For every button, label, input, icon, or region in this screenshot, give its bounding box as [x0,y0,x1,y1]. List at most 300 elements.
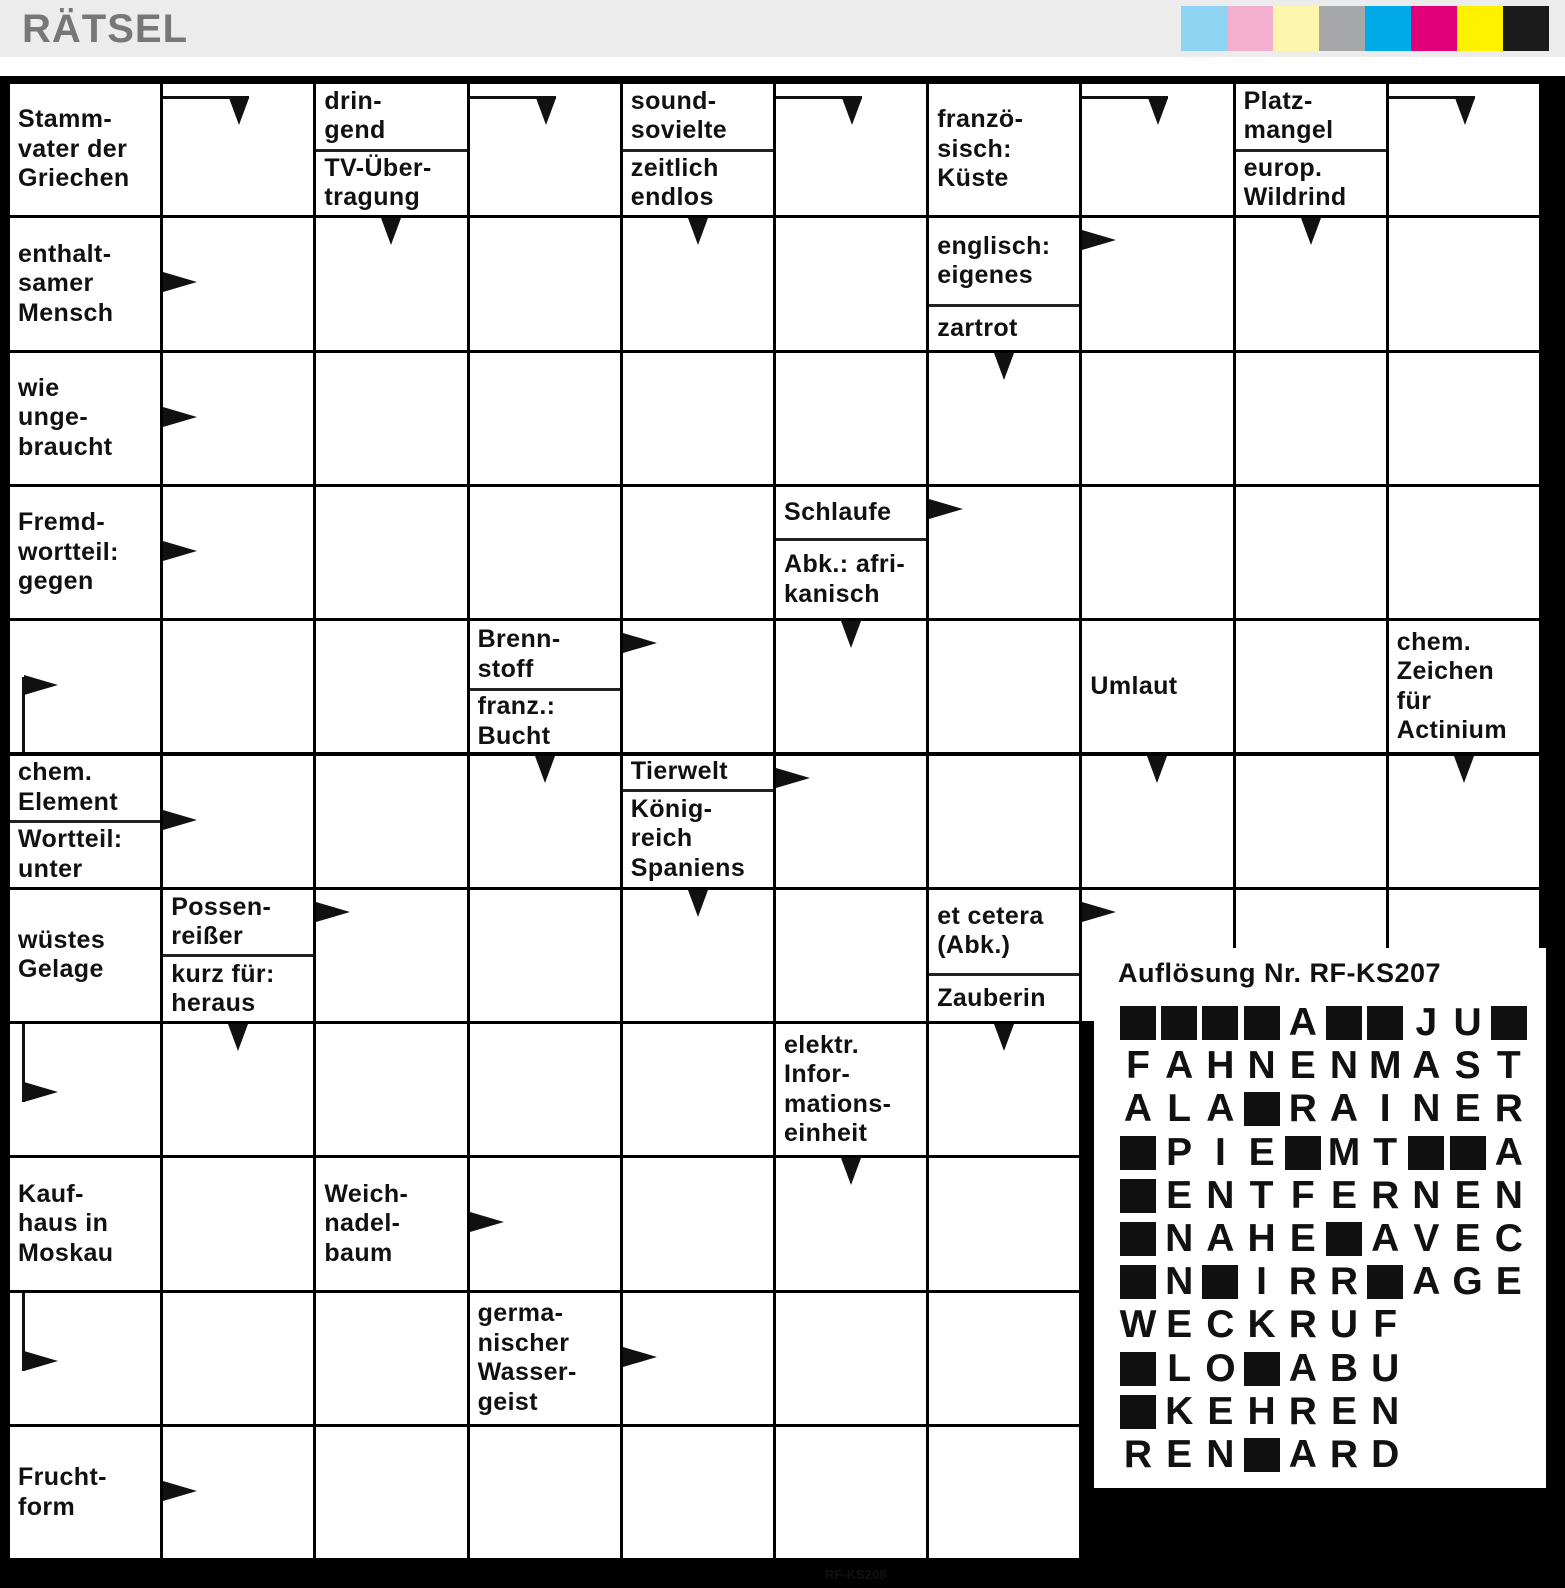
clue-text: König- reich Spaniens [630,794,746,882]
arrow-right-icon [929,499,963,519]
clue-text: enthalt- samer Mensch [18,239,114,327]
solution-letter: H [1247,1389,1276,1433]
clue-cell [929,890,1079,1021]
color-calibration-bar [1181,6,1549,51]
grid-cell[interactable] [929,1158,1079,1289]
solution-letter: N [1206,1173,1235,1217]
solution-letter: N [1494,1173,1523,1217]
arrow-down-icon [1301,218,1321,245]
arrow-right-icon [163,1481,197,1501]
clue-box [623,152,773,216]
clue-cell [776,1024,926,1155]
clue-cell [10,218,160,349]
clue-box [1389,621,1539,752]
clue-box [470,691,620,752]
clue-cell [163,890,313,1021]
solution-block [1120,1395,1156,1429]
clue-cell [623,84,773,215]
solution-block [1120,1352,1156,1386]
grid-cell[interactable] [776,218,926,349]
solution-letter: E [1289,1044,1316,1088]
clue-cell [10,84,160,215]
grid-cell[interactable] [316,1293,466,1424]
clue-text: chem. Element [18,758,119,816]
arrow-down-icon [535,756,555,783]
solution-letter: V [1413,1217,1440,1260]
clue-box [623,84,773,149]
clue-box [929,84,1079,215]
solution-block [1120,1222,1156,1256]
page-header [0,0,1565,57]
grid-cell[interactable] [470,1427,620,1558]
solution-block [1367,1265,1403,1299]
grid-cell[interactable] [10,621,160,752]
clue-cell [929,218,1079,349]
clue-box [1236,84,1386,149]
clue-box [10,353,160,484]
grid-cell[interactable] [1236,621,1386,752]
color-swatch [1319,6,1365,51]
puzzle-code: RF-KS208 [825,1567,887,1582]
grid-cell[interactable] [623,218,773,349]
grid-cell[interactable] [316,487,466,618]
color-swatch [1181,6,1227,51]
grid-cell[interactable] [1082,756,1232,887]
clue-cell [1082,621,1232,752]
arrow-down-icon [229,98,249,125]
clue-text: drin- gend [324,86,386,145]
clue-text: wüstes Gelage [18,925,106,984]
grid-cell[interactable] [1236,353,1386,484]
solution-row-text [1118,1261,1119,1262]
grid-cell[interactable] [1236,218,1386,349]
clue-cell [470,621,620,752]
clue-box [10,890,160,1021]
grid-cell[interactable] [623,1293,773,1424]
solution-letter: E [1330,1173,1357,1217]
solution-letter: U [1371,1346,1400,1390]
grid-cell[interactable] [929,621,1079,752]
solution-row-text [1118,1218,1119,1219]
solution-block [1244,1352,1280,1386]
grid-cell[interactable] [776,1293,926,1424]
grid-cell[interactable] [316,1024,466,1155]
grid-cell[interactable] [776,621,926,752]
page-title: RÄTSEL [22,7,188,51]
clue-box [163,957,313,1021]
solution-letter: A [1206,1217,1235,1260]
solution-letter: A [1288,1433,1317,1476]
clue-cell [316,84,466,215]
grid-cell[interactable] [163,756,313,887]
solution-letter: W [1119,1303,1157,1347]
grid-cell[interactable] [163,1293,313,1424]
solution-letter: R [1371,1173,1400,1217]
clue-box [623,792,773,887]
clue-box [316,152,466,216]
solution-block [1326,1222,1362,1256]
solution-letter: F [1290,1173,1315,1217]
clue-box [776,541,926,618]
solution-letter: M [1368,1044,1402,1088]
clue-text: zeitlich endlos [630,153,719,212]
solution-letter: E [1454,1217,1481,1260]
grid-cell[interactable] [776,756,926,887]
solution-letter: A [1288,1001,1317,1044]
solution-letter: R [1288,1260,1317,1304]
solution-panel [1094,948,1546,1488]
solution-letter: N [1329,1044,1359,1088]
clue-text: chem. Zeichen für Actinium [1396,627,1507,745]
arrow-right-icon [470,1212,504,1232]
arrow-down-icon [1455,98,1475,125]
clue-text: Zauberin [937,983,1046,1012]
solution-letter: R [1329,1433,1359,1476]
solution-block [1244,1006,1280,1040]
solution-block [1120,1006,1156,1040]
clue-box [776,487,926,539]
grid-cell[interactable] [163,84,313,215]
arrow-right-icon [24,1082,58,1102]
arrow-right-icon [163,272,197,292]
solution-block [1120,1179,1156,1213]
solution-letter: H [1206,1044,1235,1088]
clue-box [10,823,160,887]
arrow-right-icon [24,675,58,695]
solution-letter: D [1371,1433,1400,1476]
clue-cell [623,756,773,887]
clue-text: Wortteil: unter [18,825,123,883]
clue-text: Fremd- wortteil: gegen [18,508,119,596]
solution-letter: C [1206,1303,1235,1347]
clue-text: Weich- nadel- baum [324,1179,409,1267]
solution-block [1244,1438,1280,1472]
clue-text: englisch: eigenes [937,231,1051,290]
clue-cell [776,487,926,618]
solution-letter: E [1454,1173,1481,1217]
clue-cell [929,84,1079,215]
solution-letter: E [1330,1389,1357,1433]
clue-text: kurz für: heraus [171,959,275,1018]
color-swatch [1227,6,1273,51]
clue-cell [1236,84,1386,215]
solution-letter: K [1247,1303,1276,1347]
grid-cell[interactable] [1082,487,1232,618]
grid-cell[interactable] [776,1158,926,1289]
grid-cell[interactable] [1236,756,1386,887]
color-swatch [1411,6,1457,51]
solution-letter: L [1167,1087,1192,1131]
clue-cell [470,1293,620,1424]
grid-cell[interactable] [929,1427,1079,1558]
solution-block [1120,1265,1156,1299]
clue-box [10,1158,160,1289]
solution-letter: A [1288,1346,1317,1390]
solution-letter: J [1415,1001,1438,1044]
arrow-down-icon [842,98,862,125]
clue-text: Frucht- form [18,1463,107,1521]
solution-block [1367,1006,1403,1040]
solution-letter: E [1454,1087,1481,1131]
solution-letter: A [1371,1217,1400,1260]
grid-cell[interactable] [470,1024,620,1155]
arrow-down-icon [994,1024,1014,1051]
grid-cell[interactable] [776,84,926,215]
arrow-down-icon [1148,98,1168,125]
solution-letter: E [1207,1389,1234,1433]
grid-cell[interactable] [776,1427,926,1558]
grid-cell[interactable] [1389,756,1539,887]
grid-cell[interactable] [929,353,1079,484]
solution-letter: I [1379,1087,1391,1131]
grid-cell[interactable] [163,353,313,484]
grid-cell[interactable] [163,1158,313,1289]
arrow-right-icon [24,1351,58,1371]
grid-cell[interactable] [316,1427,466,1558]
arrow-right-icon [623,633,657,653]
grid-cell[interactable] [316,756,466,887]
solution-letter: F [1373,1303,1398,1347]
grid-cell[interactable] [1082,218,1232,349]
grid-cell[interactable] [316,353,466,484]
clue-text: Brenn- stoff [477,625,561,683]
solution-letter: B [1329,1346,1359,1390]
solution-row-text [1118,1132,1119,1133]
solution-block [1285,1136,1321,1170]
solution-block [1326,1006,1362,1040]
solution-letter: G [1452,1260,1483,1304]
solution-letter: R [1288,1303,1317,1347]
clue-box [10,487,160,618]
solution-letter: S [1454,1044,1481,1088]
solution-letter: E [1289,1217,1316,1260]
solution-letter: R [1288,1087,1317,1131]
solution-row-text [1118,1175,1119,1176]
clue-box [929,218,1079,304]
grid-cell[interactable] [1389,218,1539,349]
grid-cell[interactable] [163,1427,313,1558]
solution-letter: A [1494,1130,1523,1174]
grid-cell[interactable] [623,621,773,752]
solution-letter: M [1327,1130,1361,1174]
solution-letter: A [1329,1087,1359,1131]
clue-text: elektr. Infor- mations- einheit [784,1030,892,1148]
clue-cell [10,353,160,484]
arrow-down-icon [536,98,556,125]
grid-cell[interactable] [163,218,313,349]
clue-box [316,84,466,149]
grid-cell[interactable] [623,1427,773,1558]
arrow-right-icon [163,541,197,561]
grid-cell[interactable] [776,890,926,1021]
solution-letter: N [1247,1044,1276,1088]
clue-cell [10,1427,160,1558]
clue-text: franz.: Bucht [477,692,556,750]
grid-cell[interactable] [623,487,773,618]
grid-cell[interactable] [1389,353,1539,484]
solution-block [1202,1265,1238,1299]
clue-cell [10,1158,160,1289]
clue-text: Platz- mangel [1243,86,1334,145]
arrow-right-icon [163,407,197,427]
solution-letter: U [1329,1303,1359,1347]
clue-text: Possen- reißer [171,892,272,951]
clue-box [929,307,1079,350]
clue-box [316,1158,466,1289]
solution-letter: A [1412,1044,1441,1088]
color-swatch [1503,6,1549,51]
solution-letter: T [1249,1173,1274,1217]
grid-cell[interactable] [470,487,620,618]
solution-row-text [1118,1391,1119,1392]
clue-box [470,621,620,688]
clue-box [929,890,1079,973]
grid-cell[interactable] [929,1024,1079,1155]
solution-letter: N [1165,1260,1194,1304]
solution-title: Auflösung Nr. RF-KS207 [1118,958,1442,988]
clue-box [163,890,313,955]
arrow-down-icon [688,218,708,245]
grid-cell[interactable] [10,1293,160,1424]
solution-block [1202,1006,1238,1040]
solution-letter: E [1495,1260,1522,1304]
color-swatch [1457,6,1503,51]
grid-cell[interactable] [623,890,773,1021]
clue-box [623,756,773,789]
arrow-down-icon [1454,756,1474,783]
arrow-down-icon [688,890,708,917]
solution-block [1491,1006,1527,1040]
solution-letter: E [1248,1130,1275,1174]
grid-cell[interactable] [470,1158,620,1289]
clue-text: franzö- sisch: Küste [937,105,1024,193]
grid-cell[interactable] [163,487,313,618]
arrow-right-icon [776,768,810,788]
clue-text: sound- sovielte [630,86,728,145]
solution-letter: R [1288,1389,1317,1433]
solution-letter: T [1496,1044,1521,1088]
grid-cell[interactable] [316,890,466,1021]
solution-letter: U [1453,1001,1482,1044]
solution-letter: A [1123,1087,1153,1131]
clue-cell [10,890,160,1021]
grid-cell[interactable] [623,1158,773,1289]
arrow-right-icon [623,1347,657,1367]
solution-letter: N [1165,1217,1194,1260]
clue-text: Umlaut [1090,672,1178,701]
arrow-right-icon [1082,230,1116,250]
grid-cell[interactable] [776,353,926,484]
grid-cell[interactable] [163,621,313,752]
solution-block [1244,1092,1280,1126]
grid-cell[interactable] [929,487,1079,618]
solution-block [1408,1136,1444,1170]
clue-box [470,1293,620,1424]
solution-letter: O [1205,1346,1236,1390]
arrow-down-icon [1147,756,1167,783]
solution-letter: I [1256,1260,1268,1304]
grid-cell[interactable] [929,756,1079,887]
clue-cell [316,1158,466,1289]
grid-cell[interactable] [623,353,773,484]
solution-block [1120,1136,1156,1170]
clue-text: Abk.: afri- kanisch [784,550,906,608]
grid-cell[interactable] [1389,487,1539,618]
clue-cell [1389,621,1539,752]
arrow-down-icon [381,218,401,245]
grid-cell[interactable] [316,621,466,752]
grid-cell[interactable] [10,1024,160,1155]
solution-letter: N [1412,1173,1441,1217]
clue-box [10,756,160,821]
solution-letter: L [1167,1346,1192,1390]
solution-row-text [1118,1002,1119,1003]
solution-block [1161,1006,1197,1040]
solution-letter: F [1126,1044,1150,1088]
arrow-right-icon [1082,902,1116,922]
clue-text: Stamm- vater der Griechen [18,105,130,193]
solution-letter: K [1165,1389,1194,1433]
clue-box [10,1427,160,1558]
grid-cell[interactable] [470,353,620,484]
clue-cell [10,756,160,887]
arrow-down-icon [841,621,861,648]
clue-text: Tierwelt [630,757,729,786]
solution-letter: N [1206,1433,1235,1476]
grid-cell[interactable] [316,218,466,349]
clue-text: TV-Über- tragung [324,153,432,212]
solution-letter: R [1494,1087,1523,1131]
grid-cell[interactable] [470,756,620,887]
grid-cell[interactable] [623,1024,773,1155]
clue-text: wie unge- braucht [18,373,113,461]
clue-box [10,84,160,215]
clue-box [776,1024,926,1155]
arrow-down-icon [841,1158,861,1185]
grid-cell[interactable] [1082,84,1232,215]
solution-letter: A [1206,1087,1235,1131]
color-swatch [1273,6,1319,51]
solution-letter: C [1494,1217,1523,1260]
clue-text: Kauf- haus in Moskau [18,1179,114,1267]
clue-cell [10,487,160,618]
clue-text: zartrot [937,313,1018,342]
solution-letter: P [1166,1130,1193,1174]
grid-cell[interactable] [163,1024,313,1155]
clue-text: europ. Wildrind [1243,153,1347,212]
grid-cell[interactable] [929,1293,1079,1424]
solution-letter: R [1123,1433,1153,1476]
clue-text: Schlaufe [784,497,892,526]
solution-letter: E [1166,1303,1193,1347]
clue-box [10,218,160,349]
clue-box [929,976,1079,1021]
arrow-down-icon [994,353,1014,380]
grid-cell[interactable] [470,84,620,215]
clue-box [1236,152,1386,216]
grid-cell[interactable] [470,218,620,349]
solution-letter: A [1165,1044,1194,1088]
solution-letter: A [1412,1260,1441,1304]
solution-letter: H [1247,1217,1276,1260]
solution-letter: I [1214,1130,1226,1174]
grid-cell[interactable] [1082,353,1232,484]
arrow-right-icon [163,810,197,830]
grid-cell[interactable] [1236,487,1386,618]
grid-cell[interactable] [470,890,620,1021]
grid-cell[interactable] [1389,84,1539,215]
solution-block [1450,1136,1486,1170]
